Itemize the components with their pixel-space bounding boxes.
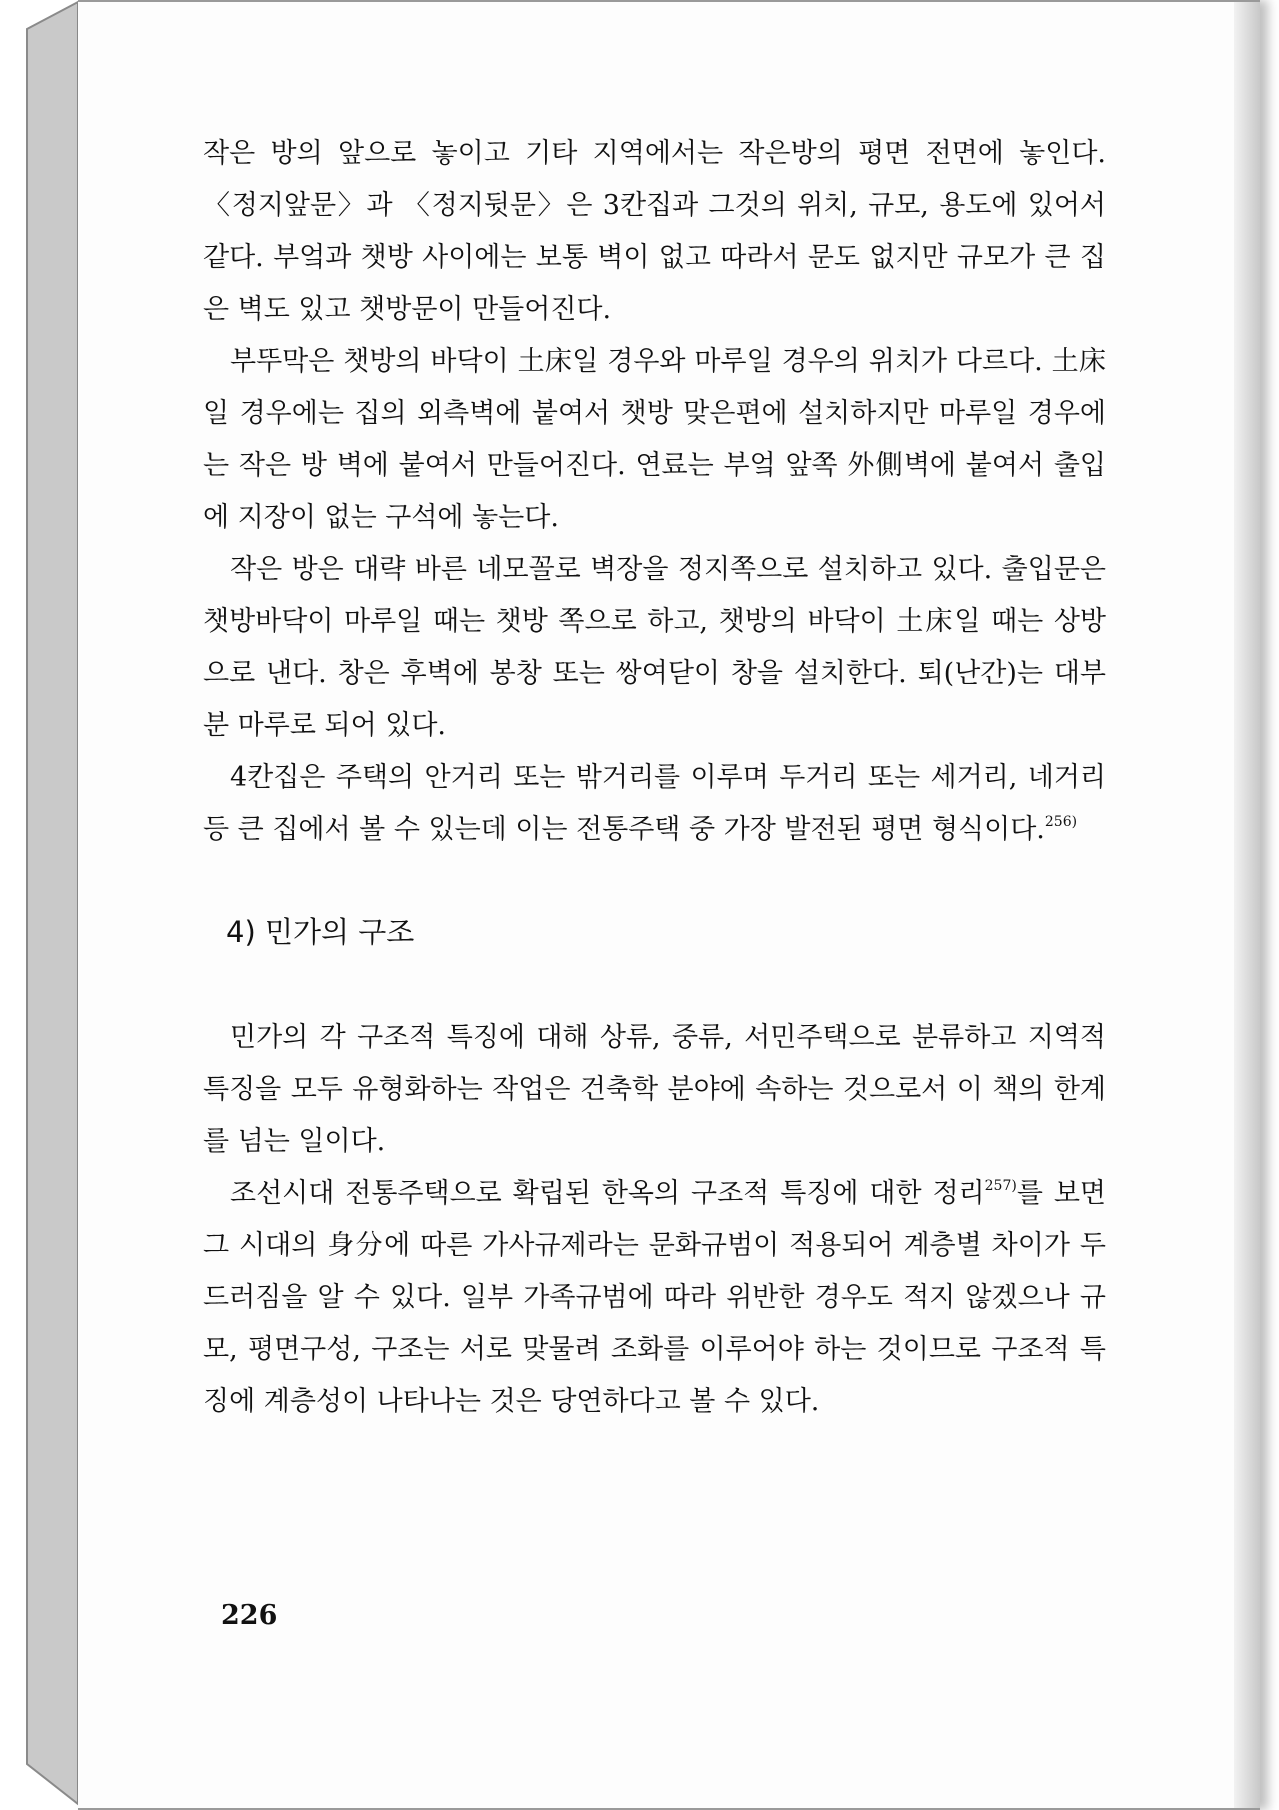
footnote-marker-257: 257) [984, 1178, 1017, 1194]
page-body [203, 128, 1106, 1428]
section-heading: 4) 민가의 구조 [226, 915, 415, 949]
section-paragraph-2 [203, 1168, 1106, 1428]
page-number: 226 [221, 1600, 278, 1631]
page-edge-shadow [1234, 2, 1260, 1808]
footnote-marker-256: 256) [1044, 814, 1078, 830]
paragraph-3: 작은 방은 대략 바른 네모꼴로 벽장을 정지쪽으로 설치하고 있다. 출입문은 챗방바닥이 마루일 때는 챗방 쪽으로 하고, 챗방의 바닥이 土床일 때는 상방으로 낸다. 창은 후벽에 봉창 또는 쌍여닫이 창을 설치한다. 퇴(난간)는 대부분 마루로 되어 있다. [203, 554, 1106, 741]
paragraph-4-text: 4칸집은 주택의 안거리 또는 밖거리를 이루며 두거리 또는 세거리, 네거리 등 큰 집에서 볼 수 있는데 이는 전통주택 중 가장 발전된 평면 형식이다. [203, 762, 1106, 845]
section-paragraph-2-start: 조선시대 전통주택으로 확립된 한옥의 구조적 특징에 대한 정리 [230, 1178, 985, 1209]
section-paragraph-1: 민가의 각 구조적 특징에 대해 상류, 중류, 서민주택으로 분류하고 지역적 특징을 모두 유형화하는 작업은 건축학 분야에 속하는 것으로서 이 책의 한계를 넘는 일이다. [203, 1022, 1106, 1157]
section-paragraph-2-rest: 를 보면 그 시대의 身分에 따른 가사규제라는 문화규범이 적용되어 계층별 차이가 두드러짐을 알 수 있다. 일부 가족규범에 따라 위반한 경우도 적지 않겠으나 규모, 평면구성, 구조는 서로 맞물려 조화를 이루어야 하는 것이므로 구조적 특징에 계층성이 나타나는 것은 당연하다고 볼 수 있다. [203, 1178, 1106, 1417]
paragraph-4 [203, 752, 1106, 856]
paragraph-1: 작은 방의 앞으로 놓이고 기타 지역에서는 작은방의 평면 전면에 놓인다. 〈정지앞문〉과 〈정지뒷문〉은 3칸집과 그것의 위치, 규모, 용도에 있어서 같다. 부엌과 챗방 사이에는 보통 벽이 없고 따라서 문도 없지만 규모가 큰 집은 벽도 있고 챗방문이 만들어진다. [203, 138, 1106, 325]
paragraph-2: 부뚜막은 챗방의 바닥이 土床일 경우와 마루일 경우의 위치가 다르다. 土床일 경우에는 집의 외측벽에 붙여서 챗방 맞은편에 설치하지만 마루일 경우에는 작은 방 벽에 붙여서 만들어진다. 연료는 부엌 앞쪽 外側벽에 붙여서 출입에 지장이 없는 구석에 놓는다. [203, 346, 1106, 533]
book-spine [0, 0, 90, 1806]
